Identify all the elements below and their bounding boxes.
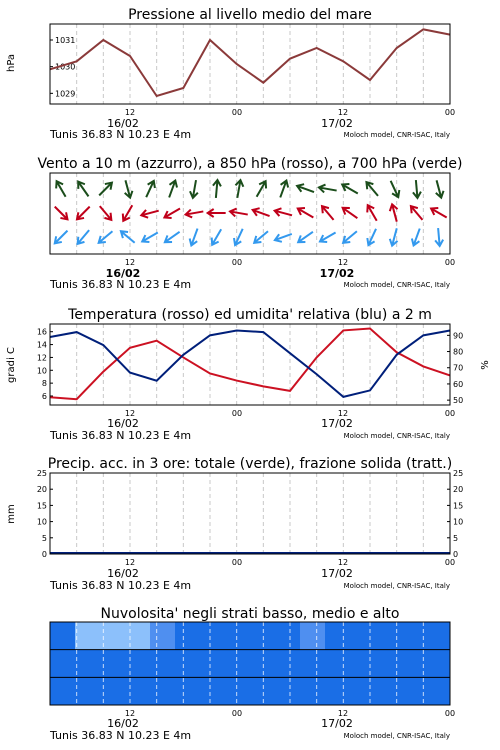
wind-arrow-10m: [412, 229, 420, 246]
cloud-cell-alto: [225, 622, 251, 650]
wind-arrow-10m: [165, 232, 180, 242]
cloud-cell-medio: [325, 650, 351, 678]
wind-arrow-850: [77, 207, 90, 220]
wind-source: Moloch model, CNR-ISAC, Italy: [343, 281, 450, 289]
hour-tick-label: 00: [231, 108, 243, 117]
precipitation-y-tick-label: 10: [36, 517, 47, 527]
wind-arrow-10m: [212, 229, 221, 245]
cloud-cell-basso: [400, 677, 426, 705]
hour-tick-label: 00: [444, 558, 456, 567]
wind-arrow-700: [366, 182, 378, 196]
pressure-source: Moloch model, CNR-ISAC, Italy: [343, 131, 450, 139]
cloud-cell-basso: [325, 677, 351, 705]
temperature-date-1: 16/02: [107, 417, 139, 430]
temperature-ylabel: gradi C: [6, 347, 17, 383]
wind-arrow-700: [99, 183, 112, 196]
wind-arrow-10m: [320, 233, 336, 242]
cloud-source: Moloch model, CNR-ISAC, Italy: [343, 732, 450, 740]
cloud-cell-medio: [350, 650, 376, 678]
wind-arrow-10m: [343, 231, 357, 243]
temperature-y-tick-label: 10: [36, 366, 47, 376]
cloud-cell-medio: [250, 650, 276, 678]
hour-tick-label: 12: [124, 258, 136, 267]
precipitation-y-tick-label: 5: [41, 533, 47, 543]
wind-arrow-850: [230, 209, 248, 217]
hour-tick-label: 00: [444, 258, 456, 267]
pressure-y-tick-label: 1029: [55, 89, 76, 99]
wind-arrow-850: [390, 204, 398, 221]
cloud-cell-basso: [200, 677, 226, 705]
hour-tick-label: 12: [124, 558, 136, 567]
hour-tick-label: 12: [124, 409, 136, 418]
wind-arrow-850: [343, 208, 358, 218]
wind-arrow-850: [275, 208, 292, 216]
cloud-cell-alto: [50, 622, 76, 650]
pressure-axis-labels: [49, 117, 450, 141]
hour-tick-label: 12: [337, 558, 349, 567]
wind-arrow-700: [146, 181, 155, 197]
hour-tick-label: 00: [444, 709, 456, 718]
cloud-cell-alto: [200, 622, 226, 650]
cloud-cell-basso: [150, 677, 176, 705]
wind-arrow-700: [190, 180, 198, 198]
wind-arrow-850: [431, 208, 447, 217]
wind-arrow-700: [169, 181, 177, 198]
hour-tick-label: 12: [124, 108, 136, 117]
humidity-y-tick-label: 90: [453, 331, 464, 341]
wind-title: Vento a 10 m (azzurro), a 850 hPa (rosso), a 700 hPa (verde): [37, 156, 463, 172]
wind-date-2: 17/02: [319, 267, 355, 280]
cloud-date-1: 16/02: [107, 717, 139, 730]
wind-panel: [37, 156, 462, 267]
cloud-cell-alto: [275, 622, 301, 650]
wind-arrow-10m: [298, 232, 313, 242]
cloud-cell-alto: [425, 622, 451, 650]
humidity-line: [50, 330, 450, 396]
cloud-cell-basso: [75, 677, 101, 705]
wind-arrow-10m: [99, 231, 113, 243]
precipitation-y-tick-label-right: 0: [453, 550, 459, 559]
wind-arrow-700: [342, 184, 358, 193]
cloud-title: Nuvolosita' negli strati basso, medio e alto: [100, 606, 400, 622]
wind-arrow-700: [213, 180, 221, 198]
pressure-frame: [50, 24, 450, 104]
cloud-cell-medio: [300, 650, 326, 678]
cloud-cell-basso: [250, 677, 276, 705]
precipitation-frame: [50, 473, 450, 554]
cloud-cell-basso: [225, 677, 251, 705]
cloud-cell-medio: [225, 650, 251, 678]
pressure-date-2: 17/02: [321, 117, 353, 130]
humidity-y-tick-label: 60: [453, 379, 464, 389]
wind-arrow-700: [125, 180, 133, 197]
pressure-title: Pressione al livello medio del mare: [128, 7, 372, 23]
cloud-cell-basso: [175, 677, 201, 705]
wind-arrow-700: [56, 181, 65, 197]
hour-tick-label: 00: [231, 409, 243, 418]
cloud-cell-alto: [350, 622, 376, 650]
cloud-cell-alto: [150, 622, 176, 650]
pressure-ylabel: hPa: [6, 53, 17, 73]
precipitation-date-2: 17/02: [321, 567, 353, 580]
hour-tick-label: 12: [337, 258, 349, 267]
wind-arrow-700: [257, 181, 266, 197]
precipitation-y-tick-label-right: 25: [453, 469, 464, 478]
wind-arrow-850: [123, 205, 132, 221]
cloud-axis-labels: [49, 717, 450, 742]
precipitation-y-tick-label-right: 10: [453, 517, 464, 527]
precipitation-y-tick-label-right: 20: [453, 485, 464, 495]
cloud-cell-medio: [50, 650, 76, 678]
precipitation-panel: [6, 456, 463, 567]
precipitation-y-tick-label-right: 15: [453, 501, 464, 511]
precipitation-ylabel: mm: [6, 504, 17, 524]
precipitation-axis-labels: [49, 567, 450, 592]
wind-arrow-700: [413, 180, 421, 198]
wind-arrow-10m: [78, 230, 90, 244]
humidity-y-tick-label: 70: [453, 363, 464, 373]
hour-tick-label: 12: [124, 709, 136, 718]
cloud-cell-medio: [75, 650, 101, 678]
wind-arrow-850: [322, 206, 334, 220]
wind-arrow-10m: [190, 229, 198, 246]
wind-arrow-850: [253, 208, 270, 216]
wind-arrow-700: [78, 182, 88, 197]
wind-axis-labels: [49, 267, 450, 291]
precipitation-title: Precip. acc. in 3 ore: totale (verde), frazione solida (tratt.): [47, 456, 453, 472]
cloud-cell-basso: [125, 677, 151, 705]
temperature-title: Temperatura (rosso) ed umidita' relativa (blu) a 2 m: [68, 307, 432, 323]
temperature-y-tick-label: 16: [36, 327, 47, 337]
cloud-cell-medio: [275, 650, 301, 678]
hour-tick-label: 00: [231, 258, 243, 267]
humidity-ylabel: %: [480, 360, 491, 370]
temperature-source: Moloch model, CNR-ISAC, Italy: [343, 432, 450, 440]
wind-arrow-700: [436, 180, 444, 197]
cloud-cell-medio: [400, 650, 426, 678]
wind-location: Tunis 36.83 N 10.23 E 4m: [50, 278, 192, 291]
precipitation-source: Moloch model, CNR-ISAC, Italy: [343, 582, 450, 590]
wind-arrow-10m: [142, 233, 158, 242]
precipitation-y-tick-label: 20: [36, 485, 47, 495]
cloud-cell-basso: [300, 677, 326, 705]
temperature-axis-labels: [49, 417, 450, 442]
pressure-panel: [6, 7, 455, 117]
cloud-cell-alto: [250, 622, 276, 650]
wind-arrow-850: [411, 206, 423, 220]
cloud-cell-basso: [50, 677, 76, 705]
wind-arrow-850: [55, 207, 68, 220]
hour-tick-label: 00: [231, 558, 243, 567]
precipitation-y-tick-label: 25: [36, 469, 47, 478]
cloud-cell-basso: [425, 677, 451, 705]
wind-arrow-10m: [367, 229, 376, 245]
cloud-cell-basso: [350, 677, 376, 705]
temperature-date-2: 17/02: [321, 417, 353, 430]
wind-arrow-850: [298, 208, 314, 217]
cloud-date-2: 17/02: [321, 717, 353, 730]
precipitation-y-tick-label: 15: [36, 501, 47, 511]
wind-arrow-850: [208, 209, 226, 217]
cloud-cell-alto: [325, 622, 351, 650]
pressure-y-tick-label: 1030: [55, 62, 76, 72]
cloud-cell-alto: [125, 622, 151, 650]
cloud-cell-medio: [150, 650, 176, 678]
humidity-y-tick-label: 50: [453, 396, 464, 406]
cloud-cell-medio: [200, 650, 226, 678]
wind-arrow-10m: [234, 229, 243, 245]
temperature-y-tick-label: 14: [36, 340, 47, 350]
cloud-cell-alto: [175, 622, 201, 650]
humidity-y-tick-label: 80: [453, 347, 464, 357]
wind-arrow-10m: [435, 228, 443, 246]
wind-date-1: 16/02: [105, 267, 141, 280]
wind-arrow-700: [391, 181, 400, 197]
hour-tick-label: 00: [444, 409, 456, 418]
precipitation-y-tick-label-right: 5: [453, 533, 459, 543]
temperature-y-tick-label: 12: [36, 353, 47, 363]
wind-arrow-10m: [254, 231, 268, 243]
wind-arrow-700: [319, 185, 337, 193]
pressure-line: [50, 29, 450, 99]
hour-tick-label: 12: [337, 108, 349, 117]
hour-tick-label: 12: [337, 709, 349, 718]
hour-tick-label: 12: [337, 409, 349, 418]
cloud-panel: [50, 606, 455, 718]
wind-arrow-850: [100, 206, 112, 220]
precipitation-date-1: 16/02: [107, 567, 139, 580]
wind-arrow-10m: [275, 234, 292, 242]
cloud-cell-alto: [300, 622, 326, 650]
temperature-location: Tunis 36.83 N 10.23 E 4m: [50, 429, 192, 442]
wind-arrow-700: [297, 184, 314, 192]
hour-tick-label: 00: [231, 709, 243, 718]
wind-arrow-700: [280, 181, 288, 198]
pressure-y-tick-label: 1031: [55, 36, 76, 45]
precipitation-location: Tunis 36.83 N 10.23 E 4m: [50, 579, 192, 592]
wind-arrow-10m: [121, 231, 135, 243]
precipitation-y-tick-label: 0: [41, 550, 47, 559]
wind-arrow-850: [186, 210, 204, 218]
cloud-cell-medio: [425, 650, 451, 678]
cloud-cell-alto: [400, 622, 426, 650]
pressure-location: Tunis 36.83 N 10.23 E 4m: [50, 128, 192, 141]
hour-tick-label: 00: [444, 108, 456, 117]
wind-arrow-850: [164, 209, 180, 218]
cloud-cell-medio: [125, 650, 151, 678]
temperature-panel: [6, 307, 491, 418]
temperature-y-tick-label: 8: [41, 379, 47, 389]
cloud-location: Tunis 36.83 N 10.23 E 4m: [50, 729, 192, 742]
cloud-cell-medio: [175, 650, 201, 678]
wind-arrow-10m: [55, 231, 68, 244]
cloud-cell-alto: [75, 622, 101, 650]
pressure-date-1: 16/02: [107, 117, 139, 130]
cloud-cell-basso: [275, 677, 301, 705]
temperature-y-tick-label: 6: [41, 392, 47, 401]
wind-arrow-850: [141, 210, 158, 218]
wind-arrow-850: [367, 205, 376, 221]
